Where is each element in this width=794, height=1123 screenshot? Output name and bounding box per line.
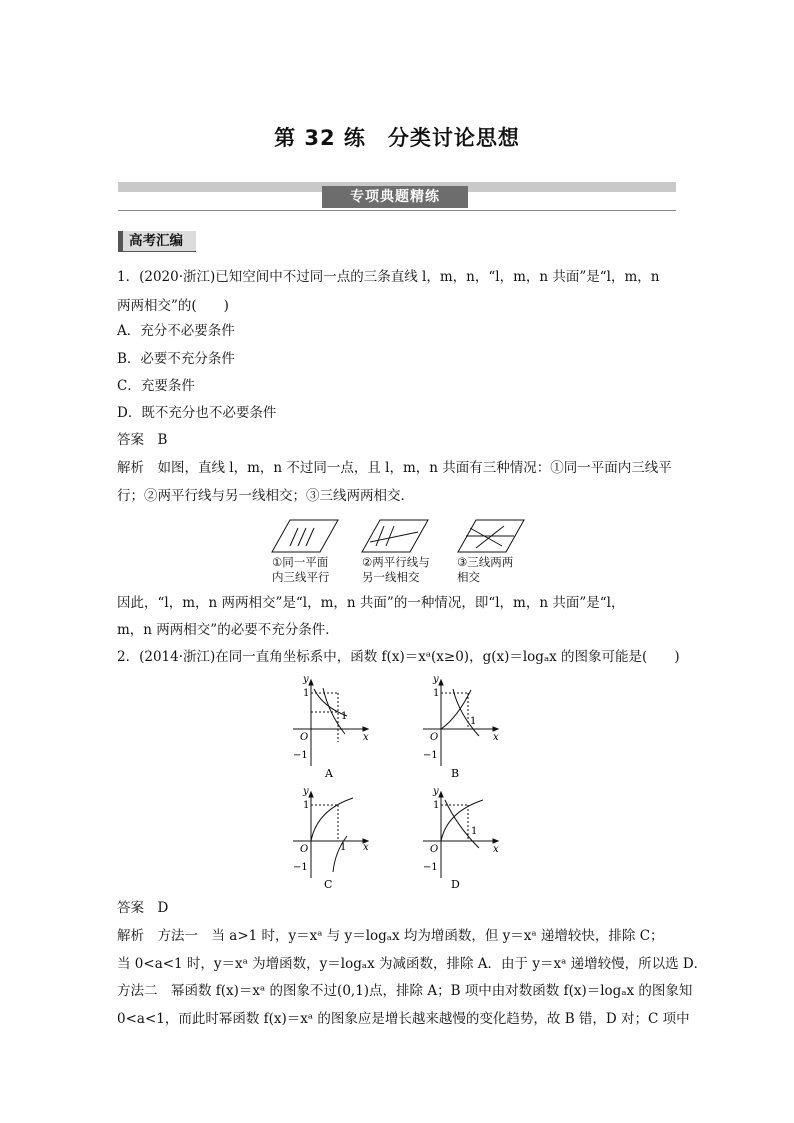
figure-caption-3: ③三线两两 相交 <box>457 555 514 584</box>
q1-analysis-line1: 解析 如图，直线 l，m，n 不过同一点，且 l，m，n 共面有三种情况：①同一平面内三线平 <box>117 460 672 476</box>
svg-text:y: y <box>433 786 439 797</box>
svg-text:O: O <box>300 732 309 743</box>
graph-b <box>413 674 513 784</box>
svg-text:x: x <box>493 732 499 743</box>
plane-figure-1 <box>272 520 338 552</box>
figure-caption-1: ①同一平面 内三线平行 <box>272 555 330 584</box>
svg-text:1: 1 <box>471 826 478 837</box>
section-heading: 高考汇编 <box>118 231 196 251</box>
graph-a-label: A <box>325 767 333 780</box>
q1-conclusion-line1: 因此，“l，m，n 两两相交”是“l，m，n 共面”的一种情况，即“l，m，n 共面”是“l， <box>117 595 625 611</box>
svg-text:x: x <box>493 844 499 855</box>
plane-figure-3 <box>458 520 524 552</box>
graph-c <box>283 786 383 894</box>
svg-text:−1: −1 <box>293 862 308 873</box>
q1-stem-line2: 两两相交”的( ) <box>117 298 229 314</box>
q1-analysis-line2: 行；②两平行线与另一线相交；③三线两两相交． <box>117 488 414 504</box>
q2-analysis-line3: 方法二 幂函数 f(x)＝xᵃ 的图象不过(0,1)点，排除 A；B 项中由对数函数 f(x)＝logₐx 的图象知 <box>117 983 693 999</box>
svg-text:−1: −1 <box>423 750 438 761</box>
svg-text:y: y <box>303 786 309 797</box>
q2-analysis-line1: 解析 方法一 当 a>1 时，y＝xᵃ 与 y＝logₐx 均为增函数，但 y＝xᵃ 递增较快，排除 C； <box>117 928 664 944</box>
svg-text:−1: −1 <box>423 862 438 873</box>
q2-stem: 2．(2014·浙江)在同一直角坐标系中，函数 f(x)＝xᵃ(x≥0)，g(x)＝logₐx 的图象可能是( ) <box>117 649 680 665</box>
graph-c-label: C <box>324 878 333 891</box>
svg-text:1: 1 <box>303 800 310 811</box>
svg-text:y: y <box>303 674 309 685</box>
q1-option-c: C．充要条件 <box>117 378 195 394</box>
svg-text:x: x <box>363 732 369 743</box>
svg-text:1: 1 <box>470 716 477 727</box>
svg-text:1: 1 <box>303 688 310 699</box>
q1-conclusion-line2: m，n 两两相交”的必要不充分条件． <box>117 622 339 638</box>
banner-label: 专项典题精练 <box>322 186 468 208</box>
graph-b-label: B <box>451 767 460 780</box>
svg-text:O: O <box>430 844 439 855</box>
section-underline <box>118 251 196 252</box>
page-title: 第 32 练 分类讨论思想 <box>274 126 520 150</box>
q1-answer: 答案 B <box>117 432 168 448</box>
svg-text:O: O <box>430 732 439 743</box>
svg-text:−1: −1 <box>293 750 308 761</box>
graph-d <box>413 786 513 894</box>
q1-stem-line1: 1．(2020·浙江)已知空间中不过同一点的三条直线 l，m，n，“l，m，n 共面”是“l，m，n <box>117 269 660 285</box>
svg-text:1: 1 <box>341 711 348 722</box>
q1-option-b: B．必要不充分条件 <box>117 351 235 367</box>
plane-figures <box>270 518 530 556</box>
figure-caption-2: ②两平行线与 另一线相交 <box>362 555 430 584</box>
q2-analysis-line4: 0<a<1，而此时幂函数 f(x)＝xᵃ 的图象应是增长越来越慢的变化趋势，故 B 错，D 对；C 项中 <box>117 1011 690 1027</box>
svg-text:y: y <box>433 674 439 685</box>
plane-figure-2 <box>362 520 428 552</box>
q2-answer: 答案 D <box>117 900 169 916</box>
svg-text:x: x <box>363 842 369 853</box>
svg-text:1: 1 <box>340 842 347 853</box>
banner-divider <box>118 210 676 211</box>
svg-text:1: 1 <box>433 800 440 811</box>
graph-d-label: D <box>451 878 460 891</box>
graph-a <box>283 674 383 784</box>
q1-option-a: A．充分不必要条件 <box>117 323 235 339</box>
svg-text:1: 1 <box>433 688 440 699</box>
q1-option-d: D．既不充分也不必要条件 <box>117 405 277 421</box>
svg-text:O: O <box>300 844 309 855</box>
q2-analysis-line2: 当 0<a<1 时，y＝xᵃ 为增函数，y＝logₐx 为减函数，排除 A．由于 y＝xᵃ 递增较慢，所以选 D． <box>117 956 708 972</box>
